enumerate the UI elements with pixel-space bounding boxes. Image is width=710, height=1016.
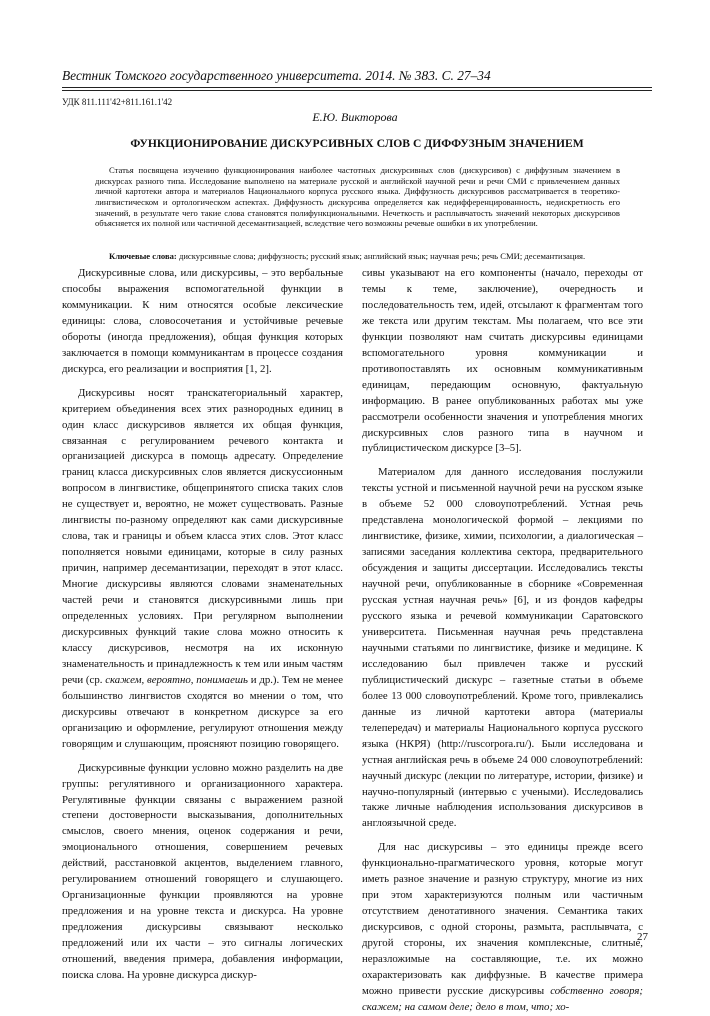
- keywords: [95, 251, 620, 262]
- paragraph: Материалом для данного исследования послужили тексты устной и письменной научной речи на русском языке в объеме 52 000 словоупотреблений. Устная речь представлена монологической формой – лекциями по лингвистике, физике, химии, психологии, а диалогическая – записями заседания коллектива сектора, предварительного обсуждения и защиты диссертации. Исследовались тексты научной речи, опубликованные в сборнике «Современная русская устная научная речь» [6], и из фондов кафедры русского языка и речевой коммуникации Саратовского университета. Письменная научная речь представлена научными статьями по лингвистике, физике и медицине. К исследованию был привлечен также и русский публицистический дискурс – газетные статьи в объеме более 13 000 словоупотреблений. Кроме того, привлекались данные из личной картотеки автора (материалы телепередач) и материалы Национального корпуса русского языка (НКРЯ) (http://ruscorpora.ru/). Были исследована и устная английская речь в объеме 24 000 словоупотреблений: научный дискурс (лекции по литературе, истории, физике) и научно-популярный (интервью с учеными). Исследовались также личные наблюдения использования дискурсивов в англоязычной среде.: [362, 466, 643, 830]
- author-name: Е.Ю. Викторова: [312, 110, 398, 124]
- udc-code: УДК 811.111'42+811.161.1'42: [62, 97, 173, 107]
- example-words: скажем, вероятно, понимаешь: [105, 673, 248, 686]
- paragraph: Дискурсивные функции условно можно разделить на две группы: регулятивного и организационного характера. Регулятивные функции связаны с выражением разной степени достоверности высказывания, дополнительных смыслов, своего мнения, оценок содержания и речи, эмоционального отношения, совершением речевых действий, расстановкой акцентов, выделением главного, регулированием отношений говорящего и слушающего. Организационные функции проявляются на уровне предложения и на уровне текста и дискурса. На уровне предложения дискурсивы связывают несколько предложений или их части – это сигналы логических отношений, введения примера, добавления информации, поиска слова. На уровне дискурса дискур-: [62, 761, 343, 981]
- article-title: ФУНКЦИОНИРОВАНИЕ ДИСКУРСИВНЫХ СЛОВ С ДИФФУЗНЫМ ЗНАЧЕНИЕМ: [130, 137, 584, 150]
- paragraph-text: Для нас дискурсивы – это единицы прежде всего функционально-прагматического уровня, которые могут иметь разное значение и разную структуру, многие из них при этом характеризуются полным или частичным отсутствием денотативного значения. Семантика таких дискурсивов, с одной стороны, размыта, расплывчата, с другой стороны, их значения комплексные, слитные, неразложимые на составляющие, т.е. их можно охарактеризовать как диффузные. В качестве примера можно привести русские дискурсивы: [362, 841, 643, 997]
- header-rule-top: [62, 87, 652, 88]
- keywords-text: дискурсивные слова; диффузность; русский язык; английский язык; научная речь; речь СМИ; десемантизация.: [176, 251, 586, 261]
- right-column: [362, 266, 643, 1016]
- paragraph-text: и др.). Тем не менее большинство лингвистов сходятся во мнении о том, что дискурсивы отвечают в конкретном дискурсе за его организацию и оформление, регулируют отношения между говорящим и слушающим, проясняют позицию говорящего.: [62, 673, 344, 750]
- paragraph: [362, 840, 643, 1015]
- example-words: собственно говоря; скажем; на самом деле; дело в том, что; хо-: [362, 984, 643, 1013]
- paragraph: Дискурсивные слова, или дискурсивы, – это вербальные способы выражения вспомогательной функции в коммуникации. К ним относятся особые лексические единицы: слова, словосочетания и устойчивые речевые обороты (иногда предложения), общая функция которых заключается в помощи коммуникантам в процессе создания дискурса, его реализации и восприятия [1, 2].: [62, 267, 343, 375]
- paragraph: [62, 386, 343, 753]
- left-column: [62, 266, 343, 984]
- paragraph-text: Дискурсивы носят транскатегориальный характер, критерием объединения всех этих разнородных единиц в один класс дискурсивов является их общая функция, связанная с регулированием речевого контакта и организацией дискурса в помощь адресату. Определение границ класса дискурсивных слов является дискуссионным вопросом в лингвистике, общепринятого списка таких слов не существует и, вероятно, не может существовать. Разные лингвисты по-разному определяют как сами дискурсивные слова, так и границы и объем класса этих слов. Этот класс пополняется новыми единицами, которые в силу разных причин, например десемантизации, переходят в этот класс. Многие дискурсивы являются словами знаменательных частей речи и становятся дискурсивными лишь при определенных условиях. При регулярном выполнении дискурсивных функций такие слова можно относить к классу дискурсивов, несмотря на их исконную знаменательность и принадлежность к тем или иным частям речи (ср.: [62, 386, 343, 686]
- journal-header: Вестник Томского государственного университета. 2014. № 383. С. 27–34: [62, 68, 491, 83]
- keywords-label: Ключевые слова:: [109, 251, 177, 261]
- page-number: 27: [637, 931, 648, 943]
- paragraph: сивы указывают на его компоненты (начало, переходы от темы к теме, заключение), очередность и последовательность тем, идей, отсылают к фрагментам того же текста или другим текстам. Мы полагаем, что все эти функции позволяют нам считать дискурсивы единицами вспомогательного уровня коммуникации и противопоставлять их основным коммуникативным единицам, передающим основную, фактуальную информацию. В ранее опубликованных работах мы уже рассмотрели особенности значения и употребления многих дискурсивных слов разного типа в научном и публицистическом дискурсе [3–5].: [362, 267, 643, 455]
- abstract: Статья посвящена изучению функционирования наиболее частотных дискурсивных слов (дискурсивов) с диффузным значением в дискурсах разного типа. Исследование выполнено на материале русской и английской научной речи и речи СМИ с привлечением данных личной картотеки автора и материалов Национального корпуса русского языка. Диффузность дискурсивов рассматривается в теоретико-лингвистическом и ортологическом аспектах. Диффузность дискурсива определяется как недифференцированность, недискретность его значений, в результате чего такие слова становятся полифункциональными. Нечеткость и расплывчатость значений некоторых дискурсивов объясняется их полной или частичной десемантизацией, вследствие чего возможны речевые ошибки в их употреблении.: [95, 165, 620, 229]
- header-rule-bottom: [62, 90, 652, 91]
